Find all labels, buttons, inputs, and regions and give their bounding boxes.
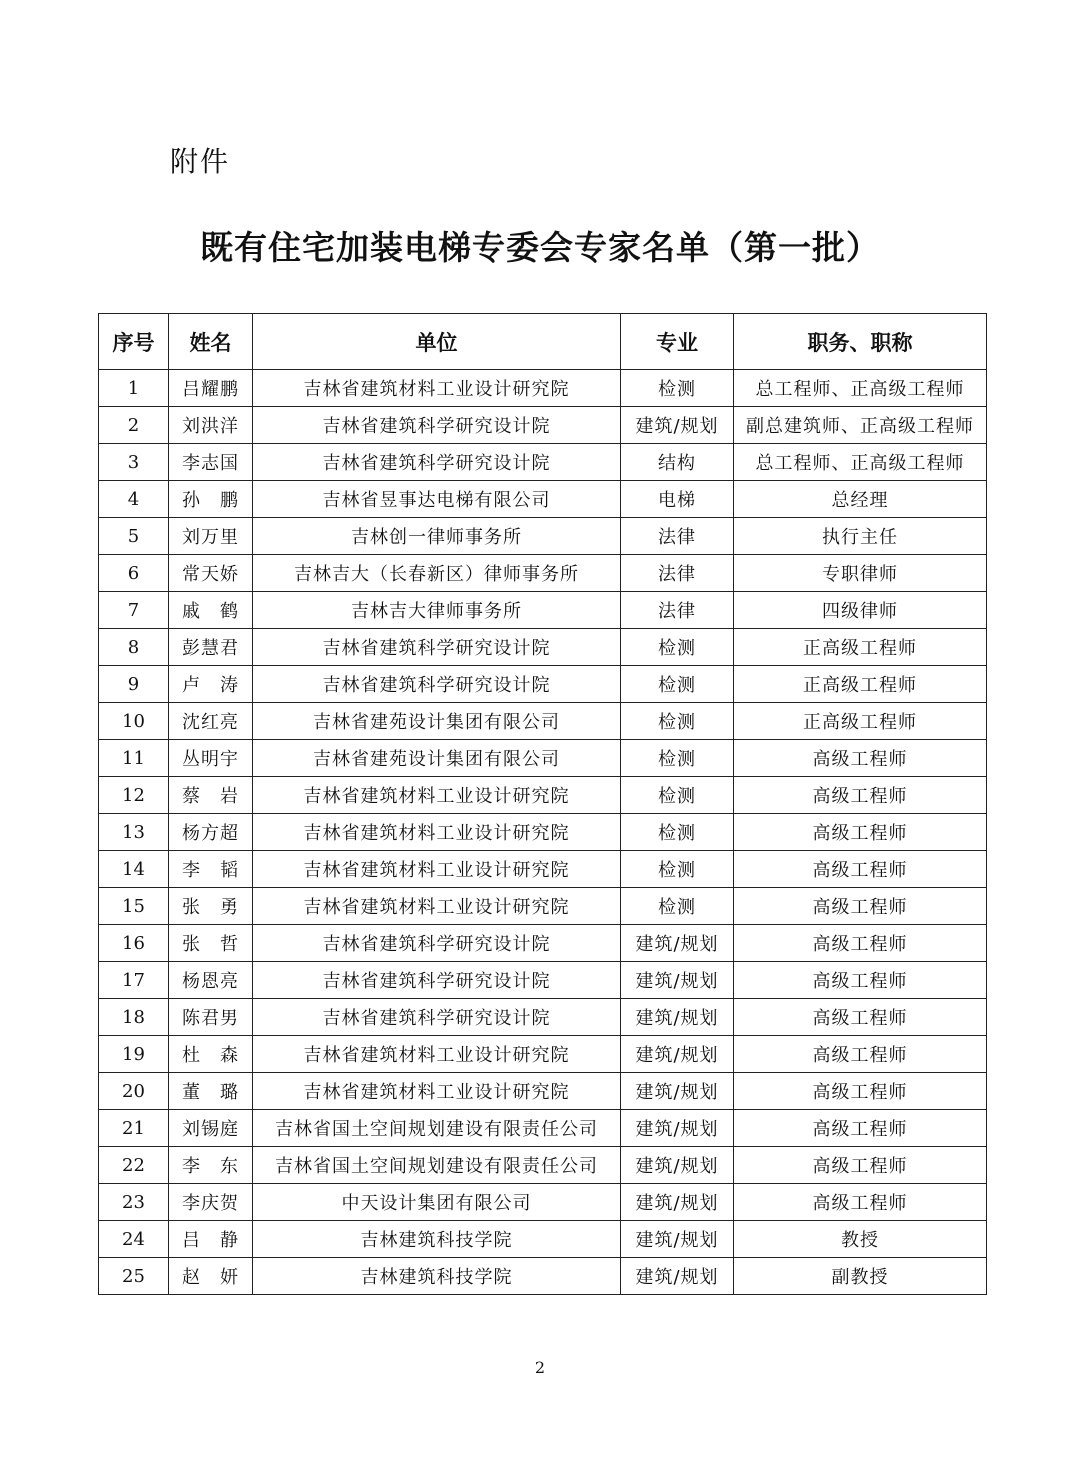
cell-title: 总经理	[734, 481, 987, 518]
cell-name: 杨恩亮	[169, 962, 253, 999]
cell-index: 2	[99, 407, 169, 444]
cell-index: 7	[99, 592, 169, 629]
cell-organization: 吉林省建筑材料工业设计研究院	[253, 1073, 621, 1110]
table-row	[99, 370, 987, 407]
cell-organization: 吉林建筑科技学院	[253, 1258, 621, 1295]
page-number: 2	[534, 1358, 546, 1377]
cell-specialty: 建筑/规划	[621, 1110, 734, 1147]
cell-specialty: 法律	[621, 592, 734, 629]
cell-index: 1	[99, 370, 169, 407]
table-body	[99, 370, 987, 1295]
cell-specialty: 检测	[621, 851, 734, 888]
cell-index: 25	[99, 1258, 169, 1295]
cell-organization: 吉林省建筑科学研究设计院	[253, 407, 621, 444]
cell-specialty: 检测	[621, 777, 734, 814]
table-row	[99, 1221, 987, 1258]
cell-organization: 吉林省建筑材料工业设计研究院	[253, 370, 621, 407]
cell-specialty: 建筑/规划	[621, 1184, 734, 1221]
cell-index: 23	[99, 1184, 169, 1221]
cell-name: 张 哲	[169, 925, 253, 962]
cell-organization: 吉林省建筑材料工业设计研究院	[253, 888, 621, 925]
cell-title: 正高级工程师	[734, 629, 987, 666]
attachment-label: 附件	[170, 145, 231, 178]
table-row	[99, 444, 987, 481]
table-row	[99, 925, 987, 962]
table-row	[99, 518, 987, 555]
cell-specialty: 检测	[621, 888, 734, 925]
cell-name: 李 韬	[169, 851, 253, 888]
cell-specialty: 法律	[621, 555, 734, 592]
cell-name: 杨方超	[169, 814, 253, 851]
cell-title: 高级工程师	[734, 1036, 987, 1073]
cell-index: 3	[99, 444, 169, 481]
cell-specialty: 建筑/规划	[621, 407, 734, 444]
cell-title: 高级工程师	[734, 962, 987, 999]
header-organization: 单位	[253, 314, 621, 370]
cell-index: 9	[99, 666, 169, 703]
cell-organization: 吉林省建苑设计集团有限公司	[253, 740, 621, 777]
cell-index: 12	[99, 777, 169, 814]
cell-name: 李 东	[169, 1147, 253, 1184]
cell-index: 15	[99, 888, 169, 925]
cell-organization: 吉林省建筑材料工业设计研究院	[253, 777, 621, 814]
cell-organization: 吉林省建筑科学研究设计院	[253, 925, 621, 962]
cell-organization: 吉林吉大律师事务所	[253, 592, 621, 629]
cell-name: 孙 鹏	[169, 481, 253, 518]
cell-specialty: 检测	[621, 740, 734, 777]
cell-specialty: 电梯	[621, 481, 734, 518]
cell-organization: 吉林省国土空间规划建设有限责任公司	[253, 1110, 621, 1147]
cell-name: 刘锡庭	[169, 1110, 253, 1147]
cell-organization: 吉林省国土空间规划建设有限责任公司	[253, 1147, 621, 1184]
table-row	[99, 740, 987, 777]
cell-index: 19	[99, 1036, 169, 1073]
cell-specialty: 结构	[621, 444, 734, 481]
cell-organization: 吉林省昱事达电梯有限公司	[253, 481, 621, 518]
cell-title: 高级工程师	[734, 1184, 987, 1221]
cell-name: 卢 涛	[169, 666, 253, 703]
cell-organization: 吉林省建苑设计集团有限公司	[253, 703, 621, 740]
cell-title: 执行主任	[734, 518, 987, 555]
cell-title: 总工程师、正高级工程师	[734, 444, 987, 481]
cell-title: 高级工程师	[734, 740, 987, 777]
table-header-row	[99, 314, 987, 370]
cell-name: 彭慧君	[169, 629, 253, 666]
cell-title: 高级工程师	[734, 814, 987, 851]
cell-title: 高级工程师	[734, 1073, 987, 1110]
table-row	[99, 407, 987, 444]
header-name: 姓名	[169, 314, 253, 370]
cell-name: 董 璐	[169, 1073, 253, 1110]
cell-index: 24	[99, 1221, 169, 1258]
cell-name: 陈君男	[169, 999, 253, 1036]
cell-specialty: 建筑/规划	[621, 1036, 734, 1073]
cell-title: 高级工程师	[734, 1110, 987, 1147]
cell-organization: 吉林省建筑材料工业设计研究院	[253, 814, 621, 851]
cell-title: 四级律师	[734, 592, 987, 629]
cell-name: 吕 静	[169, 1221, 253, 1258]
cell-title: 副教授	[734, 1258, 987, 1295]
cell-name: 丛明宇	[169, 740, 253, 777]
cell-organization: 吉林省建筑材料工业设计研究院	[253, 1036, 621, 1073]
cell-index: 20	[99, 1073, 169, 1110]
cell-index: 22	[99, 1147, 169, 1184]
cell-title: 专职律师	[734, 555, 987, 592]
cell-organization: 吉林省建筑科学研究设计院	[253, 666, 621, 703]
cell-name: 张 勇	[169, 888, 253, 925]
table-row	[99, 1184, 987, 1221]
table-row	[99, 888, 987, 925]
cell-specialty: 检测	[621, 629, 734, 666]
cell-specialty: 法律	[621, 518, 734, 555]
cell-specialty: 建筑/规划	[621, 999, 734, 1036]
cell-specialty: 检测	[621, 370, 734, 407]
cell-specialty: 建筑/规划	[621, 1221, 734, 1258]
cell-title: 正高级工程师	[734, 666, 987, 703]
cell-name: 刘万里	[169, 518, 253, 555]
cell-organization: 吉林吉大（长春新区）律师事务所	[253, 555, 621, 592]
cell-name: 沈红亮	[169, 703, 253, 740]
cell-index: 14	[99, 851, 169, 888]
cell-title: 高级工程师	[734, 1147, 987, 1184]
cell-organization: 吉林省建筑科学研究设计院	[253, 999, 621, 1036]
cell-title: 正高级工程师	[734, 703, 987, 740]
cell-name: 杜 森	[169, 1036, 253, 1073]
cell-specialty: 检测	[621, 703, 734, 740]
cell-title: 高级工程师	[734, 888, 987, 925]
table-row	[99, 555, 987, 592]
cell-title: 总工程师、正高级工程师	[734, 370, 987, 407]
cell-index: 8	[99, 629, 169, 666]
cell-organization: 吉林省建筑科学研究设计院	[253, 962, 621, 999]
cell-specialty: 建筑/规划	[621, 1073, 734, 1110]
cell-name: 常天娇	[169, 555, 253, 592]
cell-name: 赵 妍	[169, 1258, 253, 1295]
table-row	[99, 999, 987, 1036]
cell-index: 6	[99, 555, 169, 592]
cell-specialty: 建筑/规划	[621, 925, 734, 962]
cell-title: 副总建筑师、正高级工程师	[734, 407, 987, 444]
cell-index: 4	[99, 481, 169, 518]
table-row	[99, 1073, 987, 1110]
cell-title: 教授	[734, 1221, 987, 1258]
cell-specialty: 建筑/规划	[621, 962, 734, 999]
cell-index: 18	[99, 999, 169, 1036]
cell-title: 高级工程师	[734, 851, 987, 888]
table-row	[99, 1110, 987, 1147]
cell-title: 高级工程师	[734, 777, 987, 814]
cell-title: 高级工程师	[734, 925, 987, 962]
table-row	[99, 777, 987, 814]
table-row	[99, 1147, 987, 1184]
expert-list-table	[98, 313, 987, 1295]
table-row	[99, 1036, 987, 1073]
cell-name: 刘洪洋	[169, 407, 253, 444]
cell-specialty: 检测	[621, 814, 734, 851]
cell-organization: 中天设计集团有限公司	[253, 1184, 621, 1221]
cell-name: 蔡 岩	[169, 777, 253, 814]
table-row	[99, 629, 987, 666]
document-title: 既有住宅加装电梯专委会专家名单（第一批）	[200, 228, 880, 267]
table-row	[99, 1258, 987, 1295]
cell-organization: 吉林创一律师事务所	[253, 518, 621, 555]
cell-specialty: 建筑/规划	[621, 1258, 734, 1295]
table-row	[99, 851, 987, 888]
cell-organization: 吉林建筑科技学院	[253, 1221, 621, 1258]
table-row	[99, 703, 987, 740]
table-row	[99, 481, 987, 518]
cell-name: 李志国	[169, 444, 253, 481]
cell-title: 高级工程师	[734, 999, 987, 1036]
cell-organization: 吉林省建筑材料工业设计研究院	[253, 851, 621, 888]
cell-index: 16	[99, 925, 169, 962]
cell-index: 11	[99, 740, 169, 777]
header-title: 职务、职称	[734, 314, 987, 370]
cell-index: 17	[99, 962, 169, 999]
cell-name: 吕耀鹏	[169, 370, 253, 407]
cell-index: 5	[99, 518, 169, 555]
header-index: 序号	[99, 314, 169, 370]
cell-name: 戚 鹤	[169, 592, 253, 629]
header-specialty: 专业	[621, 314, 734, 370]
table-row	[99, 666, 987, 703]
cell-organization: 吉林省建筑科学研究设计院	[253, 444, 621, 481]
cell-index: 13	[99, 814, 169, 851]
table-row	[99, 592, 987, 629]
table-row	[99, 814, 987, 851]
cell-name: 李庆贺	[169, 1184, 253, 1221]
cell-specialty: 检测	[621, 666, 734, 703]
cell-index: 10	[99, 703, 169, 740]
cell-index: 21	[99, 1110, 169, 1147]
cell-organization: 吉林省建筑科学研究设计院	[253, 629, 621, 666]
table-row	[99, 962, 987, 999]
cell-specialty: 建筑/规划	[621, 1147, 734, 1184]
